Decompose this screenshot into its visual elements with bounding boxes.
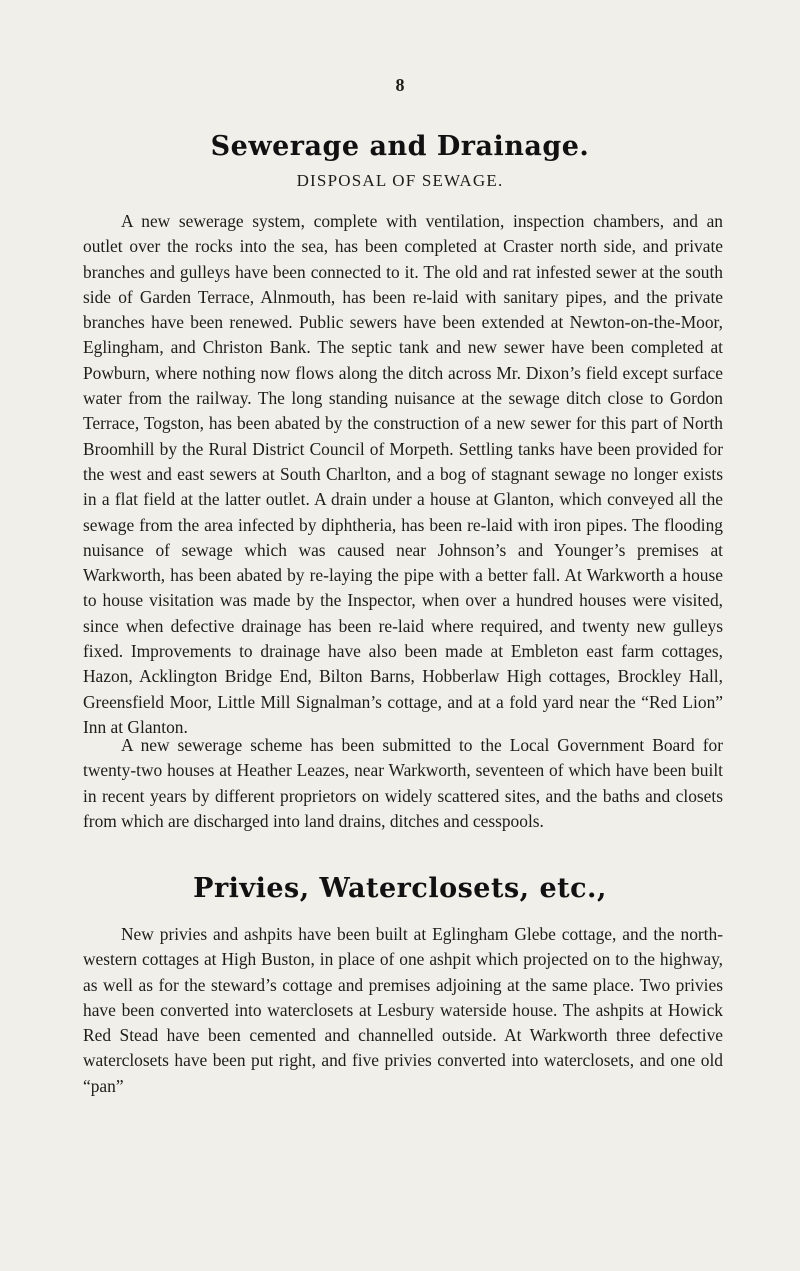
disposal-of-sewage-subheading: DISPOSAL OF SEWAGE. <box>296 171 504 190</box>
privies-waterclosets-heading: Privies, Waterclosets, etc., <box>193 873 607 904</box>
paragraph-privies: New privies and ashpits have been built at Eglingham Glebe cottage, and the north-western cottages at High Buston, in place of one ashpit which projected on to the highway, as well as for the steward’s cottage and premises adjoining at the same place. Two privies have been converted into waterclosets at Lesbury waterside house. The ashpits at Howick Red Stead have been cemented and channelled outside. At Warkworth three defective waterclosets have been put right, and five privies converted into waterclosets, and one old “pan” <box>83 924 723 1096</box>
sewerage-drainage-heading: Sewerage and Drainage. <box>210 131 590 162</box>
paragraph-new-sewerage-scheme: A new sewerage scheme has been submitted to the Local Government Board for twenty-two houses at Heather Leazes, near Warkworth, seventeen of which have been built in recent years by different proprietors on widely scattered sites, and the baths and closets from which are discharged into land drains, ditches and cesspools. <box>83 735 723 831</box>
paragraph-sewerage-works: A new sewerage system, complete with ventilation, inspection chambers, and an outlet over the rocks into the sea, has been completed at Craster north side, and private branches and gulleys have been connected to it. The old and rat infested sewer at the south side of Garden Terrace, Alnmouth, has been re-laid with sanitary pipes, and the private branches have been renewed. Public sewers have been extended at Newton-on-the-Moor, Eglingham, and Christon Bank. The septic tank and new sewer have been completed at Powburn, where nothing now flows along the ditch across Mr. Dixon’s field except surface water from the railway. The long standing nuisance at the sewage ditch close to Gordon Terrace, Togston, has been abated by the construction of a new sewer for this part of North Broomhill by the Rural District Council of Morpeth. Settling tanks have been provided for the west and east sewers at South Charlton, and a bog of stagnant sewage no longer exists in a flat field at the latter outlet. A drain under a house at Glanton, which conveyed all the sewage from the area infected by diphtheria, has been re-laid with iron pipes. The flooding nuisance of sewage which was caused near Johnson’s and Younger’s premises at Warkworth, has been abated by re-laying the pipe with a better fall. At Warkworth a house to house visitation was made by the Inspector, when over a hundred houses were visited, since when defective drainage has been re-laid where required, and twenty new gulleys fixed. Improvements to drainage have also been made at Embleton east farm cottages, Hazon, Acklington Bridge End, Bilton Barns, Hobberlaw High cottages, Brockley Hall, Greensfield Moor, Little Mill Signalman’s cottage, and at a fold yard near the “Red Lion” Inn at Glanton. <box>83 211 723 737</box>
page-number: 8 <box>395 75 405 95</box>
